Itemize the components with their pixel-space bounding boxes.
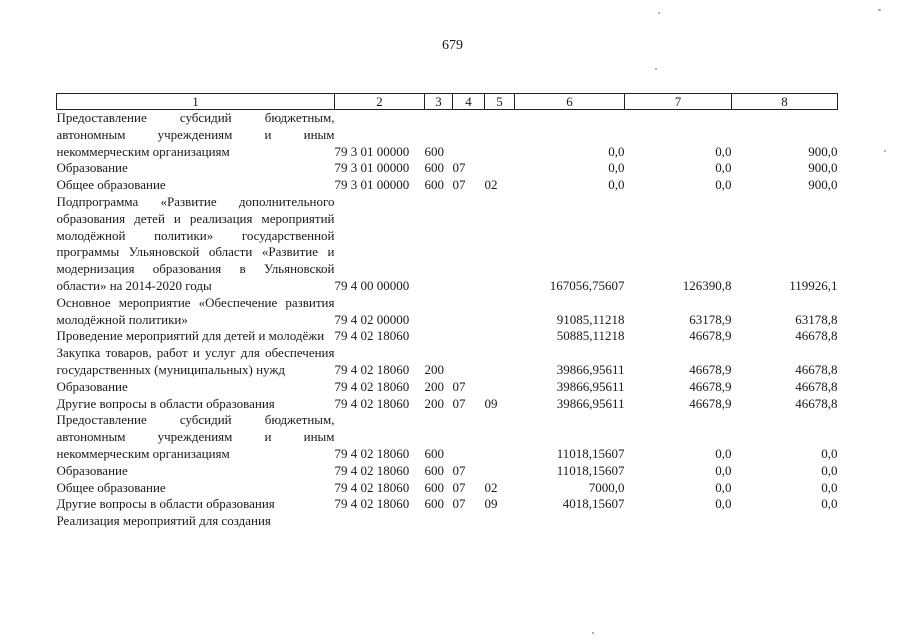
row-expense-type-code: 200 [424, 361, 444, 377]
table-row [57, 496, 838, 513]
row-amount-col8: 900,0 [808, 160, 838, 176]
row-name: Основное мероприятие «Обеспечение развития молодёжной политики» [56, 294, 335, 327]
row-amount-col6: 39866,95611 [556, 395, 625, 411]
scan-speck [884, 150, 886, 152]
row-amount-col6: 167056,75607 [549, 277, 625, 293]
row-section-code: 07 [452, 177, 466, 193]
budget-table [56, 93, 838, 530]
row-name: Образование [56, 462, 128, 478]
row-amount-col7: 46678,9 [689, 378, 732, 394]
row-target-article-code: 79 4 02 18060 [334, 496, 410, 512]
row-amount-col7: 0,0 [715, 143, 732, 159]
budget-table-container [56, 93, 837, 530]
row-expense-type-code: 200 [424, 395, 444, 411]
row-name: Проведение мероприятий для детей и молодёжи [56, 328, 325, 344]
row-subsection-code: 09 [484, 496, 498, 512]
row-amount-col6: 4018,15607 [562, 496, 625, 512]
row-amount-col8: 46678,8 [795, 378, 838, 394]
scan-speck [878, 9, 881, 11]
row-amount-col6: 39866,95611 [556, 361, 625, 377]
row-amount-col7 [625, 513, 732, 530]
row-name: Образование [56, 378, 128, 394]
table-row [57, 396, 838, 413]
row-amount-col7: 0,0 [715, 479, 732, 495]
row-amount-col8: 900,0 [808, 177, 838, 193]
table-row [57, 345, 838, 379]
table-row [57, 480, 838, 497]
row-amount-col7: 0,0 [715, 177, 732, 193]
row-subsection-code [485, 345, 515, 379]
row-amount-col7: 46678,9 [689, 328, 732, 344]
row-target-article-code: 79 4 02 00000 [334, 311, 410, 327]
table-row [57, 110, 838, 161]
row-section-code [453, 345, 485, 379]
row-amount-col8 [732, 513, 838, 530]
row-amount-col7: 46678,9 [689, 361, 732, 377]
row-amount-col8: 46678,8 [795, 395, 838, 411]
row-target-article-code: 79 4 02 18060 [334, 361, 410, 377]
scan-speck [592, 632, 594, 634]
column-header-5: 5 [485, 94, 515, 110]
row-section-code [453, 110, 485, 161]
row-expense-type-code: 600 [424, 445, 444, 461]
row-amount-col6: 11018,15607 [556, 445, 625, 461]
row-expense-type-code: 600 [424, 496, 444, 512]
table-row [57, 328, 838, 345]
row-target-article-code: 79 3 01 00000 [334, 160, 410, 176]
row-amount-col8: 46678,8 [795, 328, 838, 344]
row-amount-col7: 0,0 [715, 160, 732, 176]
page-number: 679 [442, 38, 463, 53]
row-target-article-code: 79 4 02 18060 [334, 395, 410, 411]
row-amount-col8: 46678,8 [795, 361, 838, 377]
row-amount-col8: 0,0 [821, 479, 838, 495]
row-section-code: 07 [452, 479, 466, 495]
row-expense-type-code: 600 [424, 160, 444, 176]
row-amount-col8: 900,0 [808, 143, 838, 159]
row-name: Реализация мероприятий для создания [56, 513, 271, 529]
column-header-2: 2 [335, 94, 425, 110]
row-name: Образование [56, 160, 128, 176]
column-header-7: 7 [625, 94, 732, 110]
table-row [57, 177, 838, 194]
row-amount-col6 [515, 513, 625, 530]
column-header-4: 4 [453, 94, 485, 110]
row-subsection-code [485, 412, 515, 462]
row-subsection-code [485, 160, 515, 177]
row-target-article-code: 79 4 00 00000 [334, 277, 410, 293]
row-amount-col6: 0,0 [608, 177, 625, 193]
table-header [57, 94, 838, 110]
table-row [57, 194, 838, 295]
row-subsection-code [485, 513, 515, 530]
row-subsection-code [485, 110, 515, 161]
row-amount-col6: 39866,95611 [556, 378, 625, 394]
table-row [57, 379, 838, 396]
row-amount-col7: 0,0 [715, 462, 732, 478]
row-subsection-code [485, 295, 515, 329]
scan-speck [655, 68, 657, 70]
row-section-code: 07 [452, 395, 466, 411]
row-subsection-code [485, 328, 515, 345]
row-amount-col8: 0,0 [821, 496, 838, 512]
scan-speck [658, 12, 660, 14]
row-expense-type-code [425, 295, 453, 329]
row-section-code [453, 194, 485, 295]
row-amount-col6: 11018,15607 [556, 462, 625, 478]
row-expense-type-code: 600 [424, 462, 444, 478]
table-row [57, 463, 838, 480]
row-target-article-code: 79 4 02 18060 [334, 328, 410, 344]
row-target-article-code: 79 3 01 00000 [334, 143, 410, 159]
column-header-1: 1 [57, 94, 335, 110]
row-amount-col7: 0,0 [715, 445, 732, 461]
row-name: Подпрограмма «Развитие дополнительного образования детей и реализация мероприятий молодёжной политики» государственной программы Ульяновской области «Развитие и модернизация образования в Ульяновской области» на 2014-2020 годы [56, 193, 335, 293]
table-row [57, 412, 838, 462]
row-target-article-code: 79 4 02 18060 [334, 378, 410, 394]
row-amount-col7: 63178,9 [689, 311, 732, 327]
row-amount-col7: 46678,9 [689, 395, 732, 411]
row-name: Общее образование [56, 479, 166, 495]
row-amount-col8: 119926,1 [789, 277, 838, 293]
table-row [57, 160, 838, 177]
row-target-article-code [335, 513, 425, 530]
row-amount-col8: 0,0 [821, 462, 838, 478]
row-amount-col8: 0,0 [821, 445, 838, 461]
row-section-code [453, 513, 485, 530]
row-amount-col6: 0,0 [608, 143, 625, 159]
row-name: Предоставление субсидий бюджетным, автономным учреждениям и иным некоммерческим организациям [56, 110, 335, 159]
row-subsection-code [485, 463, 515, 480]
row-amount-col7: 126390,8 [682, 277, 732, 293]
row-expense-type-code: 200 [424, 378, 444, 394]
row-amount-col6: 50885,11218 [556, 328, 625, 344]
row-expense-type-code [425, 513, 453, 530]
row-subsection-code: 02 [484, 479, 498, 495]
row-section-code: 07 [452, 160, 466, 176]
row-expense-type-code: 600 [424, 143, 444, 159]
row-section-code: 07 [452, 496, 466, 512]
row-name: Другие вопросы в области образования [56, 496, 275, 512]
row-section-code [453, 328, 485, 345]
row-name: Предоставление субсидий бюджетным, автономным учреждениям и иным некоммерческим организациям [56, 412, 335, 461]
row-amount-col8: 63178,8 [795, 311, 838, 327]
row-section-code [453, 295, 485, 329]
row-target-article-code: 79 4 02 18060 [334, 462, 410, 478]
row-subsection-code [485, 194, 515, 295]
header-row [57, 94, 838, 110]
column-header-6: 6 [515, 94, 625, 110]
row-expense-type-code [425, 328, 453, 345]
column-header-8: 8 [732, 94, 838, 110]
row-target-article-code: 79 4 02 18060 [334, 445, 410, 461]
table-row [57, 513, 838, 530]
row-name: Закупка товаров, работ и услуг для обеспечения государственных (муниципальных) нужд [56, 345, 335, 377]
table-body [57, 110, 838, 530]
row-amount-col6: 7000,0 [588, 479, 625, 495]
row-subsection-code: 02 [484, 177, 498, 193]
row-subsection-code [485, 379, 515, 396]
row-amount-col7: 0,0 [715, 496, 732, 512]
row-target-article-code: 79 3 01 00000 [334, 177, 410, 193]
row-expense-type-code [425, 194, 453, 295]
row-expense-type-code: 600 [424, 479, 444, 495]
row-name: Другие вопросы в области образования [56, 395, 275, 411]
row-name: Общее образование [56, 177, 166, 193]
row-target-article-code: 79 4 02 18060 [334, 479, 410, 495]
row-subsection-code: 09 [484, 395, 498, 411]
row-amount-col6: 91085,11218 [556, 311, 625, 327]
table-row [57, 295, 838, 329]
column-header-3: 3 [425, 94, 453, 110]
row-expense-type-code: 600 [424, 177, 444, 193]
row-amount-col6: 0,0 [608, 160, 625, 176]
row-section-code: 07 [452, 378, 466, 394]
row-section-code [453, 412, 485, 462]
row-section-code: 07 [452, 462, 466, 478]
